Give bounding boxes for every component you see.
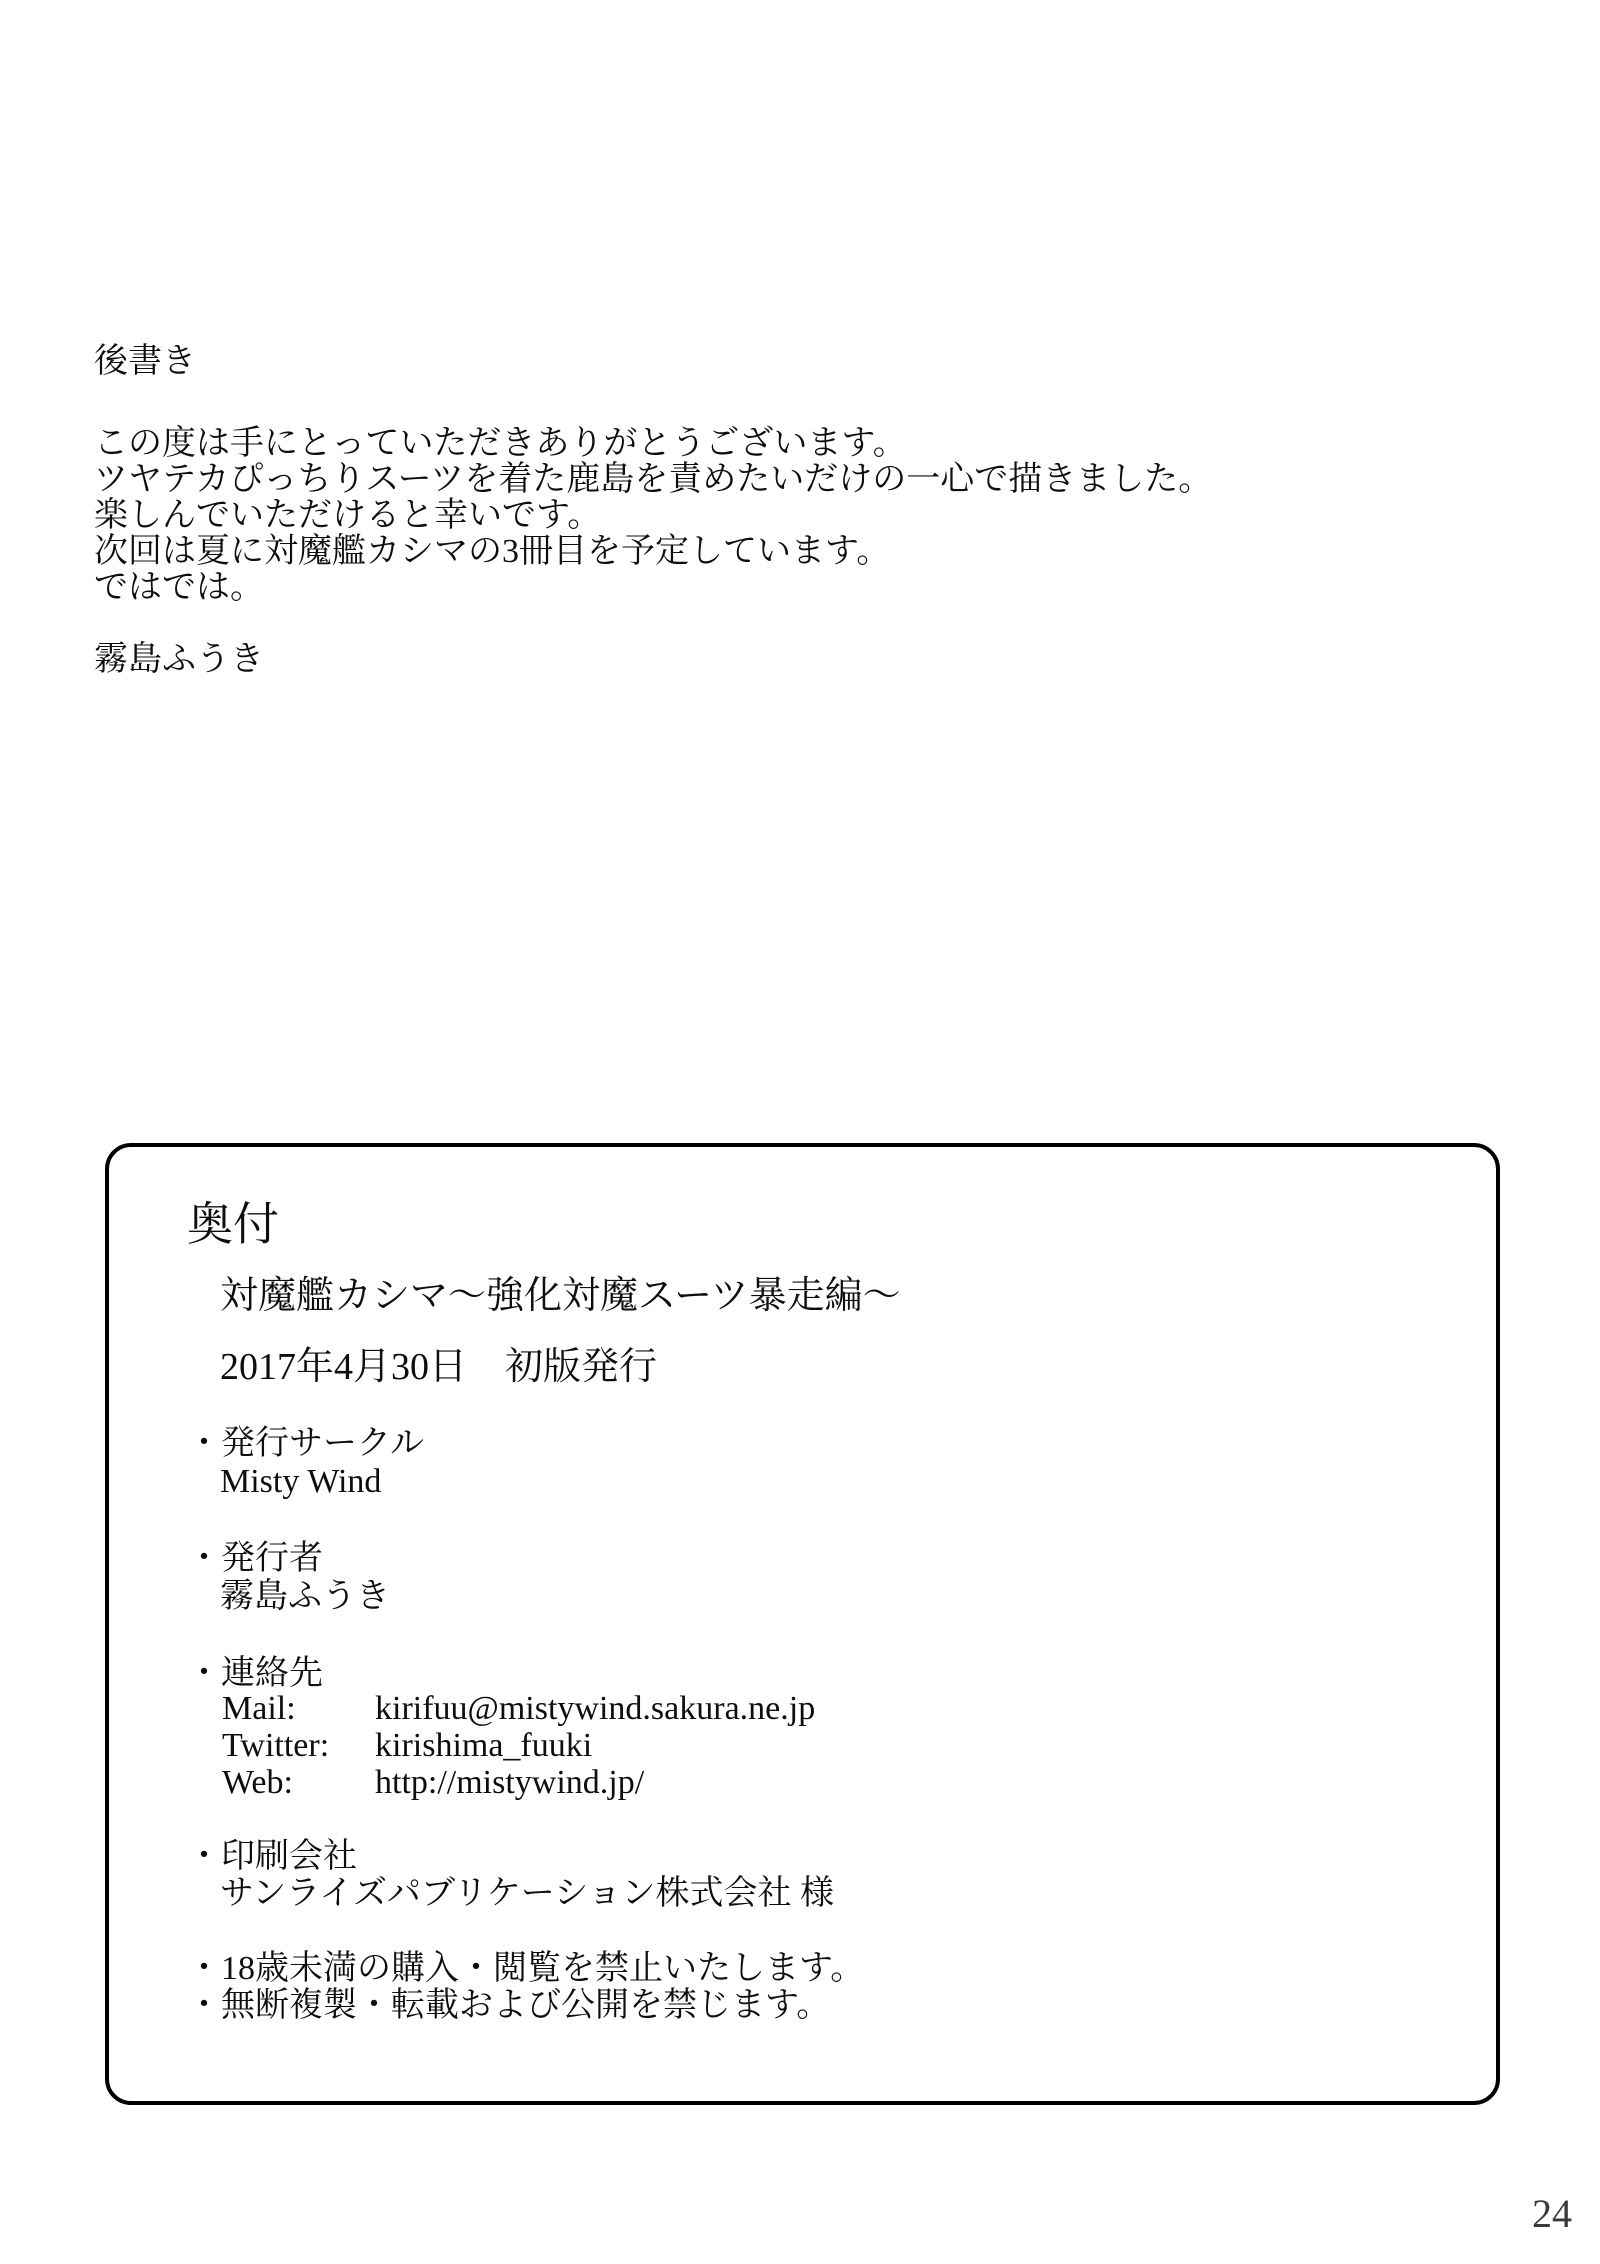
- contact-key: Mail:: [222, 1690, 296, 1727]
- afterword-line: ツヤテカぴっちりスーツを着た鹿島を責めたいだけの一心で描きました。: [94, 461, 1213, 498]
- afterword-line: この度は手にとっていただきありがとうございます。: [94, 425, 907, 462]
- afterword-signature: 霧島ふうき: [94, 641, 264, 678]
- colophon-notice-copyright: [187, 1988, 830, 2024]
- afterword-line: 楽しんでいただけると幸いです。: [94, 497, 602, 534]
- contact-value-twitter: kirishima_fuuki: [375, 1727, 593, 1764]
- contact-row-mail: [109, 1691, 1496, 1727]
- circle-label-text: 発行サークル: [221, 1425, 424, 1462]
- contact-key: Twitter:: [222, 1727, 330, 1764]
- contact-row-web: [109, 1765, 1496, 1801]
- colophon-box: [105, 1143, 1500, 2105]
- contact-row-twitter: [109, 1728, 1496, 1764]
- bullet-marker: ・: [187, 1655, 221, 1692]
- colophon-printer-value: サンライズパブリケーション株式会社 様: [220, 1875, 835, 1912]
- colophon-book-title: 対魔艦カシマ～強化対魔スーツ暴走編～: [220, 1275, 901, 1317]
- publisher-label-text: 発行者: [221, 1540, 323, 1577]
- colophon-circle-label: [187, 1426, 424, 1462]
- afterword-heading: 後書き: [94, 343, 196, 380]
- colophon-heading: 奥付: [187, 1199, 279, 1250]
- notice-text: 18歳未満の購入・閲覧を禁止いたします。: [221, 1950, 865, 1987]
- bullet-marker: ・: [187, 1838, 221, 1875]
- colophon-publisher-value: 霧島ふうき: [220, 1578, 390, 1615]
- bullet-marker: ・: [187, 1987, 221, 2024]
- afterword-line: 次回は夏に対魔艦カシマの3冊目を予定しています。: [94, 533, 891, 570]
- notice-text: 無断複製・転載および公開を禁じます。: [221, 1987, 831, 2024]
- colophon-publisher-label: [187, 1541, 323, 1577]
- colophon-circle-value: Misty Wind: [220, 1463, 382, 1500]
- colophon-printer-label: [187, 1839, 357, 1875]
- contact-value-web: http://mistywind.jp/: [375, 1764, 645, 1801]
- colophon-notice-age: [187, 1951, 864, 1987]
- bullet-marker: ・: [187, 1540, 221, 1577]
- contact-label-text: 連絡先: [221, 1655, 323, 1692]
- afterword-line: ではでは。: [94, 569, 264, 606]
- page-number: 24: [1532, 2191, 1572, 2236]
- contact-value-email: kirifuu@mistywind.sakura.ne.jp: [375, 1690, 816, 1727]
- bullet-marker: ・: [187, 1425, 221, 1462]
- colophon-contact-label: [187, 1656, 323, 1692]
- printer-label-text: 印刷会社: [221, 1838, 357, 1875]
- bullet-marker: ・: [187, 1950, 221, 1987]
- colophon-edition-date: 2017年4月30日 初版発行: [220, 1346, 658, 1388]
- contact-key: Web:: [222, 1764, 293, 1801]
